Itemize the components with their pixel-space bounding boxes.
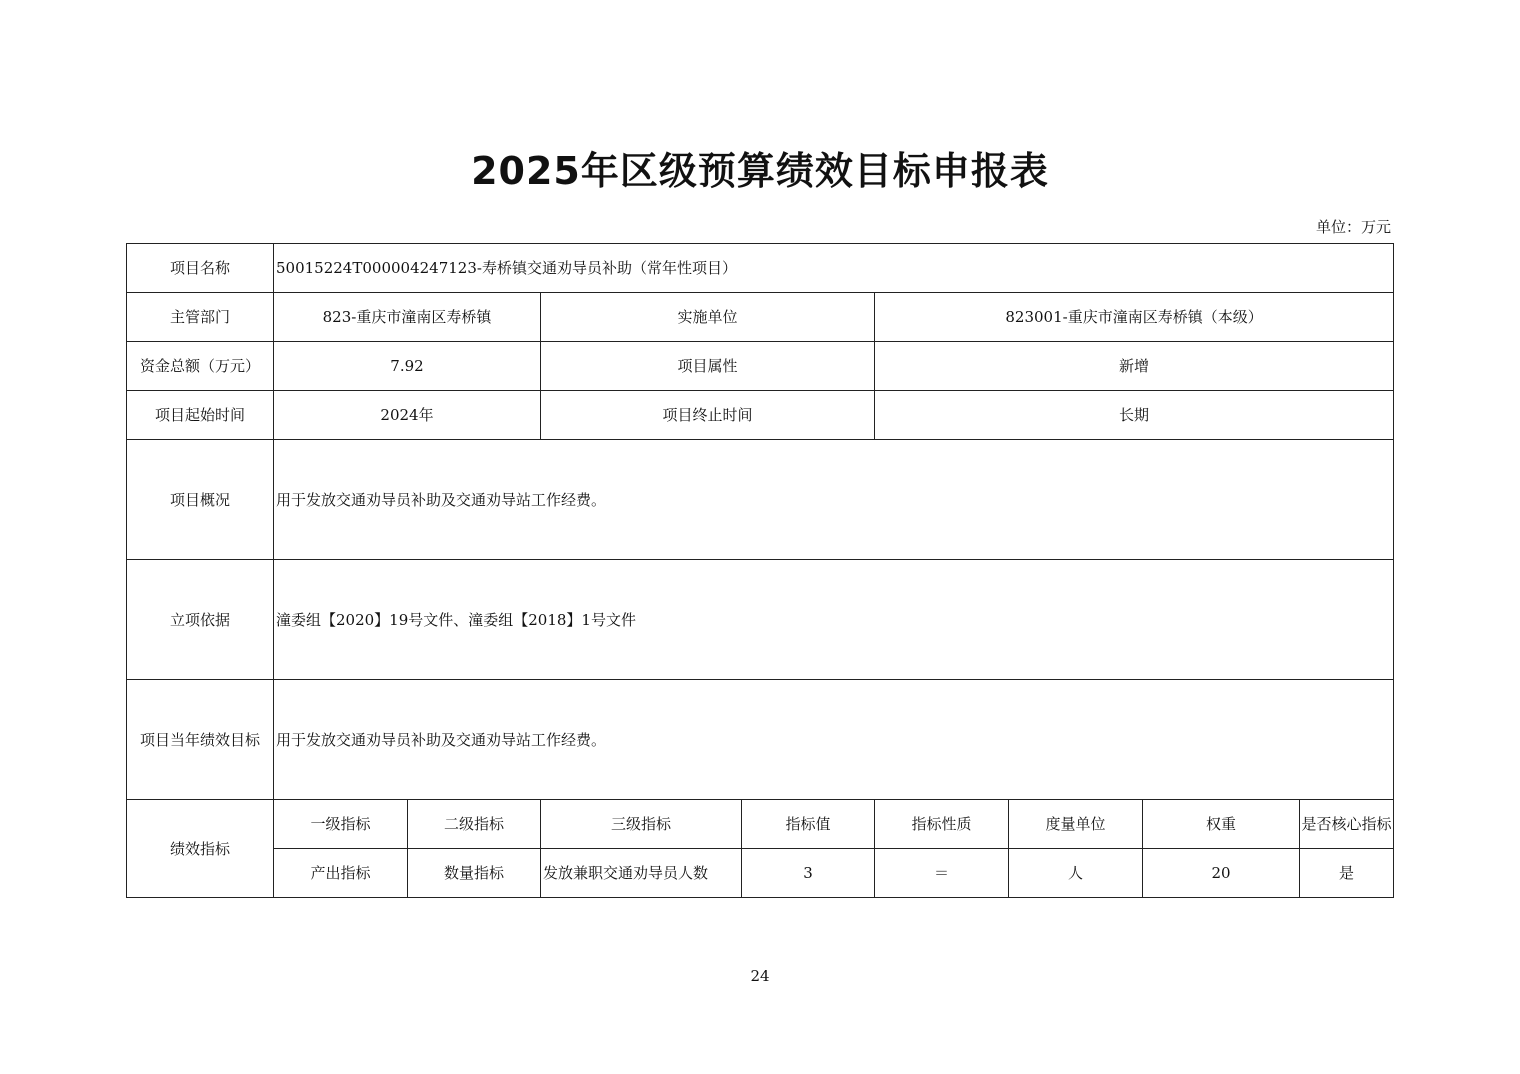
row-period bbox=[127, 391, 1394, 440]
project-attribute-label: 项目属性 bbox=[541, 342, 875, 391]
indicator-header-cell: 度量单位 bbox=[1009, 800, 1143, 849]
indicator-header-row bbox=[127, 800, 1394, 849]
indicator-data-row bbox=[127, 849, 1394, 898]
indicator-cell: 数量指标 bbox=[408, 849, 541, 898]
annual-goal-label: 项目当年绩效目标 bbox=[127, 680, 274, 800]
indicator-header-cell: 权重 bbox=[1143, 800, 1300, 849]
row-department bbox=[127, 293, 1394, 342]
indicator-header-cell: 指标值 bbox=[742, 800, 875, 849]
indicator-cell: ＝ bbox=[875, 849, 1009, 898]
page-title: 2025年区级预算绩效目标申报表 bbox=[471, 149, 1049, 193]
row-overview bbox=[127, 440, 1394, 560]
row-project-name bbox=[127, 244, 1394, 293]
indicator-header-cell: 三级指标 bbox=[541, 800, 742, 849]
indicators-label: 绩效指标 bbox=[127, 800, 274, 898]
overview-label: 项目概况 bbox=[127, 440, 274, 560]
implementing-unit-value: 823001-重庆市潼南区寿桥镇（本级） bbox=[875, 293, 1394, 342]
indicator-header-cell: 二级指标 bbox=[408, 800, 541, 849]
indicator-header-cell: 一级指标 bbox=[274, 800, 408, 849]
implementing-unit-label: 实施单位 bbox=[541, 293, 875, 342]
unit-label: 单位：万元 bbox=[1315, 218, 1391, 236]
basis-value: 潼委组【2020】19号文件、潼委组【2018】1号文件 bbox=[274, 560, 1394, 680]
indicator-cell: 3 bbox=[742, 849, 875, 898]
basis-label: 立项依据 bbox=[127, 560, 274, 680]
budget-performance-table bbox=[126, 243, 1394, 898]
indicator-cell: 20 bbox=[1143, 849, 1300, 898]
indicator-cell: 是 bbox=[1300, 849, 1394, 898]
project-attribute-value: 新增 bbox=[875, 342, 1394, 391]
start-time-label: 项目起始时间 bbox=[127, 391, 274, 440]
fund-total-value: 7.92 bbox=[274, 342, 541, 391]
project-name-value: 50015224T000004247123-寿桥镇交通劝导员补助（常年性项目） bbox=[274, 244, 1394, 293]
annual-goal-value: 用于发放交通劝导员补助及交通劝导站工作经费。 bbox=[274, 680, 1394, 800]
indicator-cell: 产出指标 bbox=[274, 849, 408, 898]
overview-value: 用于发放交通劝导员补助及交通劝导站工作经费。 bbox=[274, 440, 1394, 560]
indicator-header-cell: 是否核心指标 bbox=[1300, 800, 1394, 849]
department-value: 823-重庆市潼南区寿桥镇 bbox=[274, 293, 541, 342]
end-time-value: 长期 bbox=[875, 391, 1394, 440]
page-number: 24 bbox=[750, 967, 770, 985]
row-annual-goal bbox=[127, 680, 1394, 800]
start-time-value: 2024年 bbox=[274, 391, 541, 440]
indicator-header-cell: 指标性质 bbox=[875, 800, 1009, 849]
indicator-cell: 人 bbox=[1009, 849, 1143, 898]
row-fund bbox=[127, 342, 1394, 391]
indicator-cell: 发放兼职交通劝导员人数 bbox=[541, 849, 742, 898]
fund-total-label: 资金总额（万元） bbox=[127, 342, 274, 391]
end-time-label: 项目终止时间 bbox=[541, 391, 875, 440]
row-basis bbox=[127, 560, 1394, 680]
project-name-label: 项目名称 bbox=[127, 244, 274, 293]
department-label: 主管部门 bbox=[127, 293, 274, 342]
